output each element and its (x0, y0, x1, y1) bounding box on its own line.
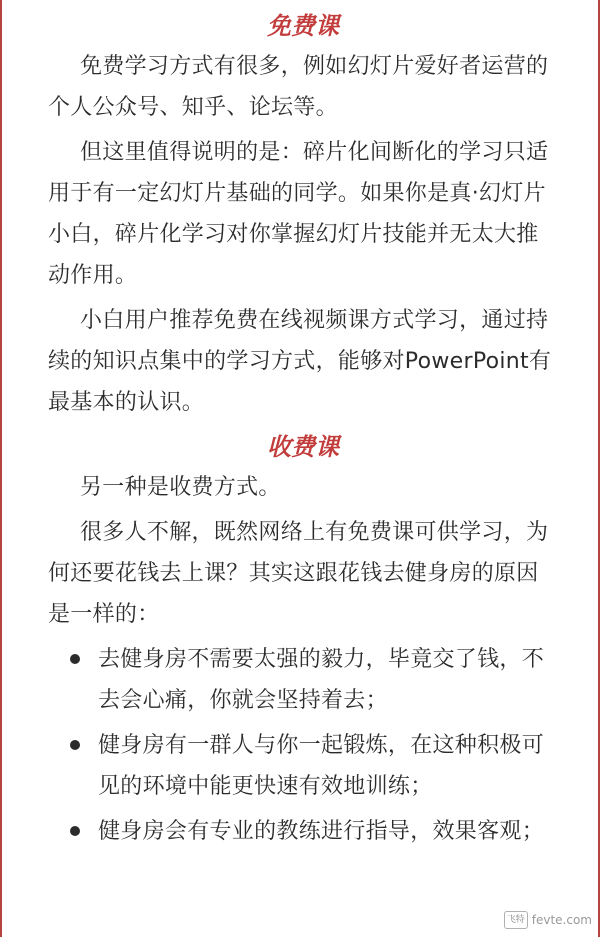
paragraph: 很多人不解，既然网络上有免费课可供学习，为何还要花钱去上课？其实这跟花钱去健身房的原因是一样的： (48, 520, 549, 627)
section-heading-paid: 收费课 (267, 433, 339, 461)
watermark-text: fevte.com (531, 913, 592, 927)
watermark (504, 911, 592, 929)
bullet-list (48, 639, 558, 852)
section-heading-free: 免费课 (267, 12, 339, 40)
list-item (48, 811, 558, 852)
left-border-line (0, 0, 2, 937)
bullet-dot-icon (70, 740, 80, 750)
paragraph: 免费学习方式有很多，例如幻灯片爱好者运营的个人公众号、知乎、论坛等。 (48, 54, 549, 120)
paragraph: 小白用户推荐免费在线视频课方式学习，通过持续的知识点集中的学习方式，能够对PowerPoint有最基本的认识。 (48, 308, 552, 415)
paragraph: 另一种是收费方式。 (80, 475, 281, 500)
list-item (48, 725, 558, 807)
article-content (48, 6, 558, 856)
list-item-text: 健身房会有专业的教练进行指导，效果客观； (98, 819, 545, 844)
bullet-dot-icon (70, 826, 80, 836)
list-item (48, 639, 558, 721)
list-item-text: 健身房有一群人与你一起锻炼，在这种积极可见的环境中能更快速有效地训练； (98, 733, 545, 799)
watermark-logo-icon: 飞特 (504, 911, 528, 929)
bullet-dot-icon (70, 654, 80, 664)
paragraph: 但这里值得说明的是：碎片化间断化的学习只适用于有一定幻灯片基础的同学。如果你是真·幻灯片小白，碎片化学习对你掌握幻灯片技能并无太大推动作用。 (48, 140, 549, 288)
list-item-text: 去健身房不需要太强的毅力，毕竟交了钱，不去会心痛，你就会坚持着去； (98, 647, 545, 713)
